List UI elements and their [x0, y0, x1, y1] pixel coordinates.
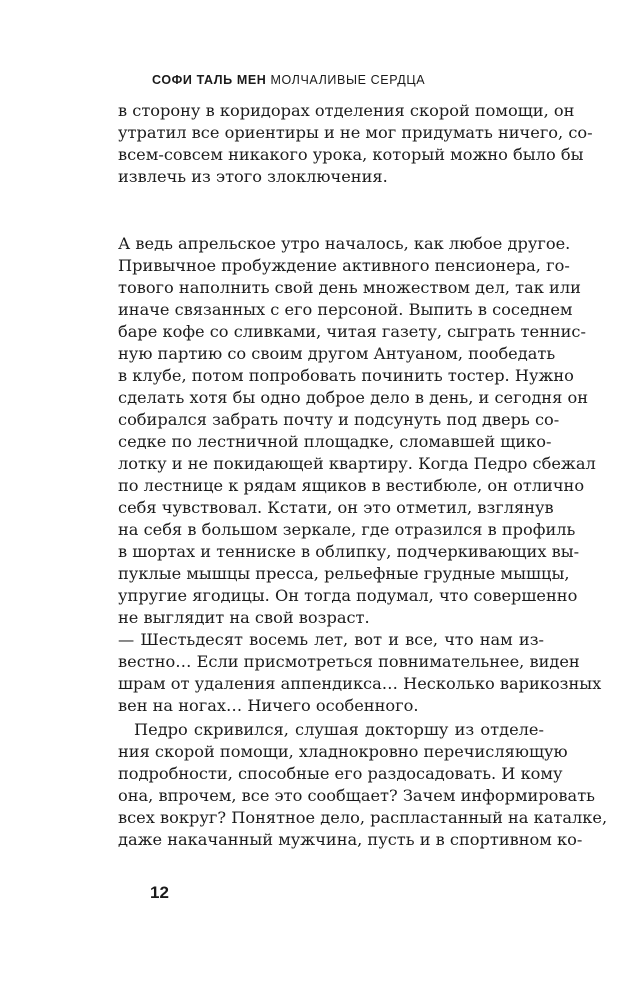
paragraph-pedro-grimaced — [118, 719, 608, 851]
text-line: тового наполнить свой день множеством дел, так или — [118, 278, 581, 297]
text-line: всех вокруг? Понятное дело, распластанный на каталке, — [118, 808, 608, 827]
text-line: Педро скривился, слушая докторшу из отделе- — [134, 720, 544, 739]
text-line: себя чувствовал. Кстати, он это отметил, взглянув — [118, 498, 554, 517]
text-line: по лестнице к рядам ящиков в вестибюле, он отлично — [118, 476, 585, 495]
text-line: лотку и не покидающей квартиру. Когда Педро сбежал — [118, 454, 596, 473]
text-line: сделать хотя бы одно доброе дело в день, и сегодня он — [118, 388, 588, 407]
text-line: А ведь апрельское утро началось, как любое другое. — [118, 234, 571, 253]
running-head-author: СОФИ ТАЛЬ МЕН — [152, 73, 267, 87]
text-line: баре кофе со сливками, читая газету, сыграть теннис- — [118, 322, 586, 341]
text-line: извлечь из этого злоключения. — [118, 167, 388, 186]
dialogue-line: шрам от удаления аппендикса… Несколько варикозных — [118, 674, 602, 693]
text-line: она, впрочем, все это сообщает? Зачем информировать — [118, 786, 595, 805]
page-number: 12 — [150, 883, 169, 902]
running-head-title: МОЛЧАЛИВЫЕ СЕРДЦА — [270, 73, 426, 87]
text-line: утратил все ориентиры и не мог придумать ничего, со- — [118, 123, 593, 142]
text-line: в шортах и тенниске в облипку, подчеркивающих вы- — [118, 542, 580, 561]
running-head — [152, 73, 425, 87]
text-line: собирался забрать почту и подсунуть под дверь со- — [118, 410, 560, 429]
text-line: всем-совсем никакого урока, который можно было бы — [118, 145, 584, 164]
text-line: ную партию со своим другом Антуаном, пообедать — [118, 344, 556, 363]
text-line: упругие ягодицы. Он тогда подумал, что совершенно — [118, 586, 578, 605]
paragraph-continuation — [118, 100, 593, 188]
paragraph-april-morning — [118, 233, 602, 717]
text-line: не выглядит на свой возраст. — [118, 608, 370, 627]
text-line: ния скорой помощи, хладнокровно перечисляющую — [118, 742, 568, 761]
dialogue-line: — Шестьдесят восемь лет, вот и все, что нам из- — [118, 630, 544, 649]
text-line: иначе связанных с его персоной. Выпить в соседнем — [118, 300, 573, 319]
dialogue-line: вестно… Если присмотреться повнимательнее, виден — [118, 652, 580, 671]
text-line: пуклые мышцы пресса, рельефные грудные мышцы, — [118, 564, 570, 583]
text-line: даже накачанный мужчина, пусть и в спортивном ко- — [118, 830, 583, 849]
text-line: в клубе, потом попробовать починить тостер. Нужно — [118, 366, 574, 385]
text-line: подробности, способные его раздосадовать. И кому — [118, 764, 563, 783]
text-line: в сторону в коридорах отделения скорой помощи, он — [118, 101, 575, 120]
text-line: седке по лестничной площадке, сломавшей щико- — [118, 432, 552, 451]
text-line: Привычное пробуждение активного пенсионера, го- — [118, 256, 570, 275]
dialogue-line: вен на ногах… Ничего особенного. — [118, 696, 419, 715]
text-line: на себя в большом зеркале, где отразился в профиль — [118, 520, 576, 539]
